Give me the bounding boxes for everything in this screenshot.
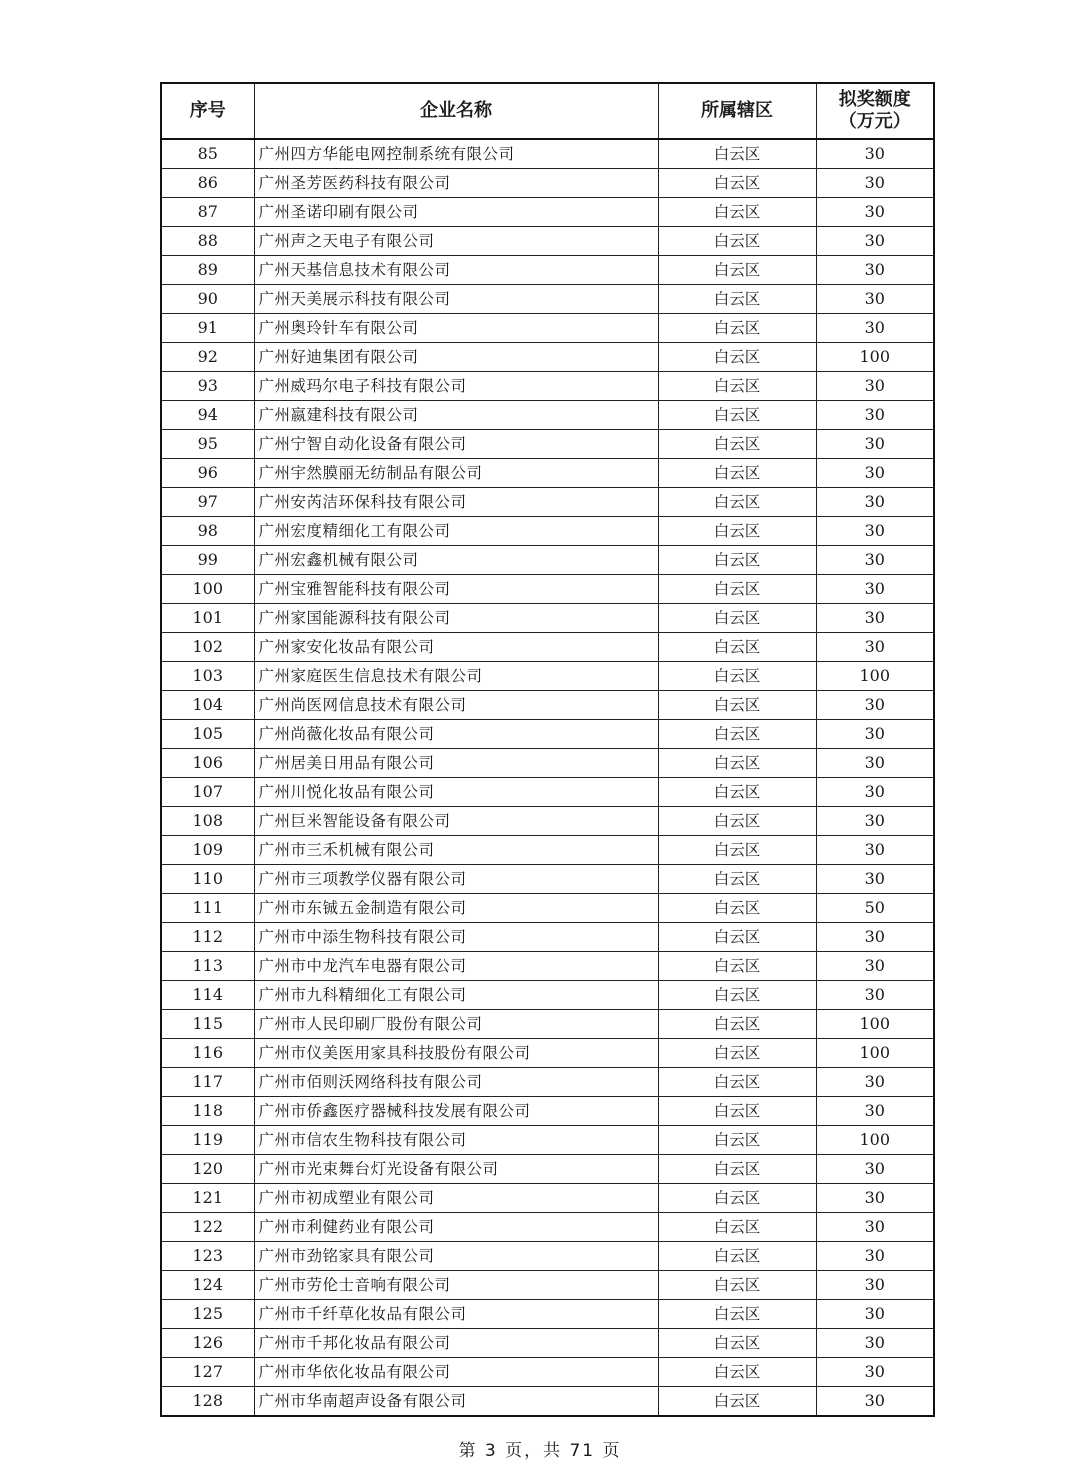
cell-district: 白云区 bbox=[658, 865, 816, 894]
cell-index: 105 bbox=[161, 720, 254, 749]
cell-index: 127 bbox=[161, 1358, 254, 1387]
cell-district: 白云区 bbox=[658, 488, 816, 517]
cell-district: 白云区 bbox=[658, 314, 816, 343]
cell-award-amount: 30 bbox=[816, 865, 934, 894]
awards-table bbox=[160, 82, 935, 1417]
cell-company-name: 广州市初成塑业有限公司 bbox=[254, 1184, 658, 1213]
cell-company-name: 广州家安化妆品有限公司 bbox=[254, 633, 658, 662]
cell-index: 106 bbox=[161, 749, 254, 778]
cell-company-name: 广州巨米智能设备有限公司 bbox=[254, 807, 658, 836]
header-award-amount-line2: （万元） bbox=[838, 111, 911, 132]
cell-award-amount: 30 bbox=[816, 459, 934, 488]
cell-index: 126 bbox=[161, 1329, 254, 1358]
table-row bbox=[161, 1155, 934, 1184]
cell-district: 白云区 bbox=[658, 662, 816, 691]
cell-company-name: 广州市利健药业有限公司 bbox=[254, 1213, 658, 1242]
cell-company-name: 广州市信农生物科技有限公司 bbox=[254, 1126, 658, 1155]
cell-award-amount: 30 bbox=[816, 952, 934, 981]
cell-award-amount: 30 bbox=[816, 430, 934, 459]
cell-company-name: 广州家国能源科技有限公司 bbox=[254, 604, 658, 633]
cell-company-name: 广州尚薇化妆品有限公司 bbox=[254, 720, 658, 749]
table-row bbox=[161, 633, 934, 662]
cell-district: 白云区 bbox=[658, 1097, 816, 1126]
cell-index: 125 bbox=[161, 1300, 254, 1329]
cell-award-amount: 30 bbox=[816, 1184, 934, 1213]
cell-district: 白云区 bbox=[658, 807, 816, 836]
cell-company-name: 广州圣诺印刷有限公司 bbox=[254, 198, 658, 227]
table-row bbox=[161, 1387, 934, 1417]
cell-award-amount: 30 bbox=[816, 575, 934, 604]
cell-award-amount: 30 bbox=[816, 1213, 934, 1242]
cell-company-name: 广州四方华能电网控制系统有限公司 bbox=[254, 139, 658, 169]
cell-district: 白云区 bbox=[658, 952, 816, 981]
cell-award-amount: 30 bbox=[816, 807, 934, 836]
cell-award-amount: 30 bbox=[816, 227, 934, 256]
table-row bbox=[161, 720, 934, 749]
cell-award-amount: 30 bbox=[816, 720, 934, 749]
cell-index: 112 bbox=[161, 923, 254, 952]
cell-award-amount: 30 bbox=[816, 633, 934, 662]
cell-award-amount: 30 bbox=[816, 1300, 934, 1329]
table-row bbox=[161, 1097, 934, 1126]
cell-index: 91 bbox=[161, 314, 254, 343]
cell-index: 96 bbox=[161, 459, 254, 488]
table-row bbox=[161, 430, 934, 459]
table-row bbox=[161, 198, 934, 227]
cell-index: 90 bbox=[161, 285, 254, 314]
cell-district: 白云区 bbox=[658, 343, 816, 372]
cell-company-name: 广州市劲铭家具有限公司 bbox=[254, 1242, 658, 1271]
cell-index: 103 bbox=[161, 662, 254, 691]
cell-district: 白云区 bbox=[658, 1155, 816, 1184]
cell-award-amount: 100 bbox=[816, 343, 934, 372]
cell-index: 121 bbox=[161, 1184, 254, 1213]
cell-award-amount: 30 bbox=[816, 314, 934, 343]
cell-district: 白云区 bbox=[658, 546, 816, 575]
cell-award-amount: 30 bbox=[816, 1358, 934, 1387]
cell-company-name: 广州威玛尔电子科技有限公司 bbox=[254, 372, 658, 401]
cell-district: 白云区 bbox=[658, 517, 816, 546]
cell-award-amount: 50 bbox=[816, 894, 934, 923]
cell-district: 白云区 bbox=[658, 1387, 816, 1417]
cell-award-amount: 100 bbox=[816, 1126, 934, 1155]
table-row bbox=[161, 1358, 934, 1387]
cell-index: 88 bbox=[161, 227, 254, 256]
table-row bbox=[161, 401, 934, 430]
cell-district: 白云区 bbox=[658, 1271, 816, 1300]
cell-index: 108 bbox=[161, 807, 254, 836]
cell-index: 107 bbox=[161, 778, 254, 807]
cell-district: 白云区 bbox=[658, 604, 816, 633]
cell-district: 白云区 bbox=[658, 575, 816, 604]
cell-company-name: 广州市九科精细化工有限公司 bbox=[254, 981, 658, 1010]
table-row bbox=[161, 952, 934, 981]
table-row bbox=[161, 923, 934, 952]
header-row bbox=[161, 83, 934, 139]
table-row bbox=[161, 1039, 934, 1068]
cell-district: 白云区 bbox=[658, 981, 816, 1010]
cell-award-amount: 30 bbox=[816, 139, 934, 169]
cell-award-amount: 30 bbox=[816, 401, 934, 430]
cell-index: 85 bbox=[161, 139, 254, 169]
cell-company-name: 广州嬴建科技有限公司 bbox=[254, 401, 658, 430]
table-row bbox=[161, 343, 934, 372]
cell-index: 117 bbox=[161, 1068, 254, 1097]
table-row bbox=[161, 749, 934, 778]
table-row bbox=[161, 1126, 934, 1155]
cell-company-name: 广州宏鑫机械有限公司 bbox=[254, 546, 658, 575]
cell-company-name: 广州市中添生物科技有限公司 bbox=[254, 923, 658, 952]
cell-index: 99 bbox=[161, 546, 254, 575]
cell-award-amount: 30 bbox=[816, 1387, 934, 1417]
cell-company-name: 广州居美日用品有限公司 bbox=[254, 749, 658, 778]
cell-award-amount: 30 bbox=[816, 749, 934, 778]
cell-company-name: 广州市华依化妆品有限公司 bbox=[254, 1358, 658, 1387]
cell-company-name: 广州市佰则沃网络科技有限公司 bbox=[254, 1068, 658, 1097]
header-award-amount-line1: 拟奖额度 bbox=[838, 89, 911, 110]
cell-award-amount: 30 bbox=[816, 372, 934, 401]
table-row bbox=[161, 836, 934, 865]
cell-district: 白云区 bbox=[658, 1010, 816, 1039]
table-row bbox=[161, 285, 934, 314]
table-row bbox=[161, 1329, 934, 1358]
cell-company-name: 广州宁智自动化设备有限公司 bbox=[254, 430, 658, 459]
cell-index: 120 bbox=[161, 1155, 254, 1184]
cell-district: 白云区 bbox=[658, 1213, 816, 1242]
cell-award-amount: 30 bbox=[816, 1068, 934, 1097]
table-row bbox=[161, 256, 934, 285]
cell-district: 白云区 bbox=[658, 836, 816, 865]
cell-district: 白云区 bbox=[658, 430, 816, 459]
cell-district: 白云区 bbox=[658, 401, 816, 430]
cell-index: 124 bbox=[161, 1271, 254, 1300]
cell-district: 白云区 bbox=[658, 1184, 816, 1213]
cell-district: 白云区 bbox=[658, 227, 816, 256]
table-row bbox=[161, 604, 934, 633]
cell-district: 白云区 bbox=[658, 1329, 816, 1358]
cell-district: 白云区 bbox=[658, 1358, 816, 1387]
cell-district: 白云区 bbox=[658, 720, 816, 749]
cell-index: 119 bbox=[161, 1126, 254, 1155]
cell-award-amount: 30 bbox=[816, 488, 934, 517]
page-number-footer: 第 3 页，共 71 页 bbox=[458, 1441, 622, 1461]
table-row bbox=[161, 1068, 934, 1097]
cell-company-name: 广州尚医网信息技术有限公司 bbox=[254, 691, 658, 720]
table-row bbox=[161, 314, 934, 343]
cell-index: 95 bbox=[161, 430, 254, 459]
table-body bbox=[161, 139, 934, 1416]
table-header bbox=[161, 83, 934, 139]
cell-district: 白云区 bbox=[658, 749, 816, 778]
cell-index: 101 bbox=[161, 604, 254, 633]
table-row bbox=[161, 865, 934, 894]
cell-award-amount: 100 bbox=[816, 1010, 934, 1039]
cell-index: 115 bbox=[161, 1010, 254, 1039]
table-row bbox=[161, 1242, 934, 1271]
cell-district: 白云区 bbox=[658, 256, 816, 285]
cell-district: 白云区 bbox=[658, 169, 816, 198]
table-row bbox=[161, 1184, 934, 1213]
cell-award-amount: 30 bbox=[816, 1329, 934, 1358]
cell-award-amount: 30 bbox=[816, 604, 934, 633]
cell-award-amount: 30 bbox=[816, 517, 934, 546]
cell-award-amount: 30 bbox=[816, 256, 934, 285]
cell-index: 93 bbox=[161, 372, 254, 401]
cell-index: 128 bbox=[161, 1387, 254, 1417]
cell-company-name: 广州天美展示科技有限公司 bbox=[254, 285, 658, 314]
cell-award-amount: 30 bbox=[816, 1097, 934, 1126]
cell-company-name: 广州声之天电子有限公司 bbox=[254, 227, 658, 256]
table-row bbox=[161, 372, 934, 401]
cell-index: 118 bbox=[161, 1097, 254, 1126]
cell-award-amount: 30 bbox=[816, 1155, 934, 1184]
cell-company-name: 广州市千邦化妆品有限公司 bbox=[254, 1329, 658, 1358]
cell-district: 白云区 bbox=[658, 923, 816, 952]
table-row bbox=[161, 169, 934, 198]
table-row bbox=[161, 1271, 934, 1300]
table-row bbox=[161, 691, 934, 720]
cell-district: 白云区 bbox=[658, 285, 816, 314]
table-row bbox=[161, 488, 934, 517]
cell-index: 123 bbox=[161, 1242, 254, 1271]
header-award-amount bbox=[816, 83, 934, 139]
cell-district: 白云区 bbox=[658, 1300, 816, 1329]
cell-district: 白云区 bbox=[658, 691, 816, 720]
cell-district: 白云区 bbox=[658, 372, 816, 401]
cell-award-amount: 100 bbox=[816, 662, 934, 691]
cell-index: 122 bbox=[161, 1213, 254, 1242]
table-row bbox=[161, 139, 934, 169]
cell-company-name: 广州安芮洁环保科技有限公司 bbox=[254, 488, 658, 517]
cell-award-amount: 30 bbox=[816, 198, 934, 227]
cell-district: 白云区 bbox=[658, 139, 816, 169]
cell-company-name: 广州市人民印刷厂股份有限公司 bbox=[254, 1010, 658, 1039]
cell-award-amount: 30 bbox=[816, 923, 934, 952]
cell-award-amount: 30 bbox=[816, 778, 934, 807]
cell-award-amount: 30 bbox=[816, 546, 934, 575]
cell-index: 92 bbox=[161, 343, 254, 372]
cell-company-name: 广州天基信息技术有限公司 bbox=[254, 256, 658, 285]
table-row bbox=[161, 981, 934, 1010]
cell-award-amount: 30 bbox=[816, 1271, 934, 1300]
cell-district: 白云区 bbox=[658, 633, 816, 662]
cell-index: 110 bbox=[161, 865, 254, 894]
header-district: 所属辖区 bbox=[658, 83, 816, 139]
cell-award-amount: 100 bbox=[816, 1039, 934, 1068]
cell-district: 白云区 bbox=[658, 778, 816, 807]
cell-district: 白云区 bbox=[658, 894, 816, 923]
cell-index: 114 bbox=[161, 981, 254, 1010]
table-row bbox=[161, 1300, 934, 1329]
cell-district: 白云区 bbox=[658, 1039, 816, 1068]
cell-company-name: 广州市三禾机械有限公司 bbox=[254, 836, 658, 865]
cell-company-name: 广州市仪美医用家具科技股份有限公司 bbox=[254, 1039, 658, 1068]
cell-award-amount: 30 bbox=[816, 285, 934, 314]
cell-index: 102 bbox=[161, 633, 254, 662]
cell-district: 白云区 bbox=[658, 1242, 816, 1271]
cell-company-name: 广州市华南超声设备有限公司 bbox=[254, 1387, 658, 1417]
table-row bbox=[161, 575, 934, 604]
table-row bbox=[161, 1010, 934, 1039]
cell-company-name: 广州宝雅智能科技有限公司 bbox=[254, 575, 658, 604]
cell-award-amount: 30 bbox=[816, 691, 934, 720]
cell-district: 白云区 bbox=[658, 198, 816, 227]
cell-company-name: 广州宇然膜丽无纺制品有限公司 bbox=[254, 459, 658, 488]
cell-company-name: 广州好迪集团有限公司 bbox=[254, 343, 658, 372]
cell-index: 116 bbox=[161, 1039, 254, 1068]
cell-index: 100 bbox=[161, 575, 254, 604]
cell-index: 89 bbox=[161, 256, 254, 285]
cell-index: 87 bbox=[161, 198, 254, 227]
table-row bbox=[161, 517, 934, 546]
cell-company-name: 广州市光束舞台灯光设备有限公司 bbox=[254, 1155, 658, 1184]
cell-company-name: 广州市千纤草化妆品有限公司 bbox=[254, 1300, 658, 1329]
cell-award-amount: 30 bbox=[816, 169, 934, 198]
cell-index: 94 bbox=[161, 401, 254, 430]
cell-company-name: 广州市侨鑫医疗器械科技发展有限公司 bbox=[254, 1097, 658, 1126]
cell-index: 97 bbox=[161, 488, 254, 517]
table-row bbox=[161, 894, 934, 923]
cell-index: 86 bbox=[161, 169, 254, 198]
header-index: 序号 bbox=[161, 83, 254, 139]
cell-company-name: 广州家庭医生信息技术有限公司 bbox=[254, 662, 658, 691]
cell-company-name: 广州圣芳医药科技有限公司 bbox=[254, 169, 658, 198]
cell-company-name: 广州市中龙汽车电器有限公司 bbox=[254, 952, 658, 981]
cell-company-name: 广州宏度精细化工有限公司 bbox=[254, 517, 658, 546]
table-row bbox=[161, 459, 934, 488]
cell-company-name: 广州市三项教学仪器有限公司 bbox=[254, 865, 658, 894]
table-row bbox=[161, 807, 934, 836]
table-row bbox=[161, 662, 934, 691]
header-company-name: 企业名称 bbox=[254, 83, 658, 139]
cell-company-name: 广州奥玲针车有限公司 bbox=[254, 314, 658, 343]
table-row bbox=[161, 227, 934, 256]
table-row bbox=[161, 1213, 934, 1242]
cell-district: 白云区 bbox=[658, 1068, 816, 1097]
cell-index: 104 bbox=[161, 691, 254, 720]
cell-company-name: 广州市劳伦士音响有限公司 bbox=[254, 1271, 658, 1300]
cell-index: 113 bbox=[161, 952, 254, 981]
cell-district: 白云区 bbox=[658, 1126, 816, 1155]
cell-index: 111 bbox=[161, 894, 254, 923]
table-row bbox=[161, 778, 934, 807]
cell-index: 98 bbox=[161, 517, 254, 546]
cell-company-name: 广州市东铖五金制造有限公司 bbox=[254, 894, 658, 923]
cell-award-amount: 30 bbox=[816, 1242, 934, 1271]
table-row bbox=[161, 546, 934, 575]
cell-district: 白云区 bbox=[658, 459, 816, 488]
cell-award-amount: 30 bbox=[816, 981, 934, 1010]
cell-index: 109 bbox=[161, 836, 254, 865]
cell-award-amount: 30 bbox=[816, 836, 934, 865]
cell-company-name: 广州川悦化妆品有限公司 bbox=[254, 778, 658, 807]
